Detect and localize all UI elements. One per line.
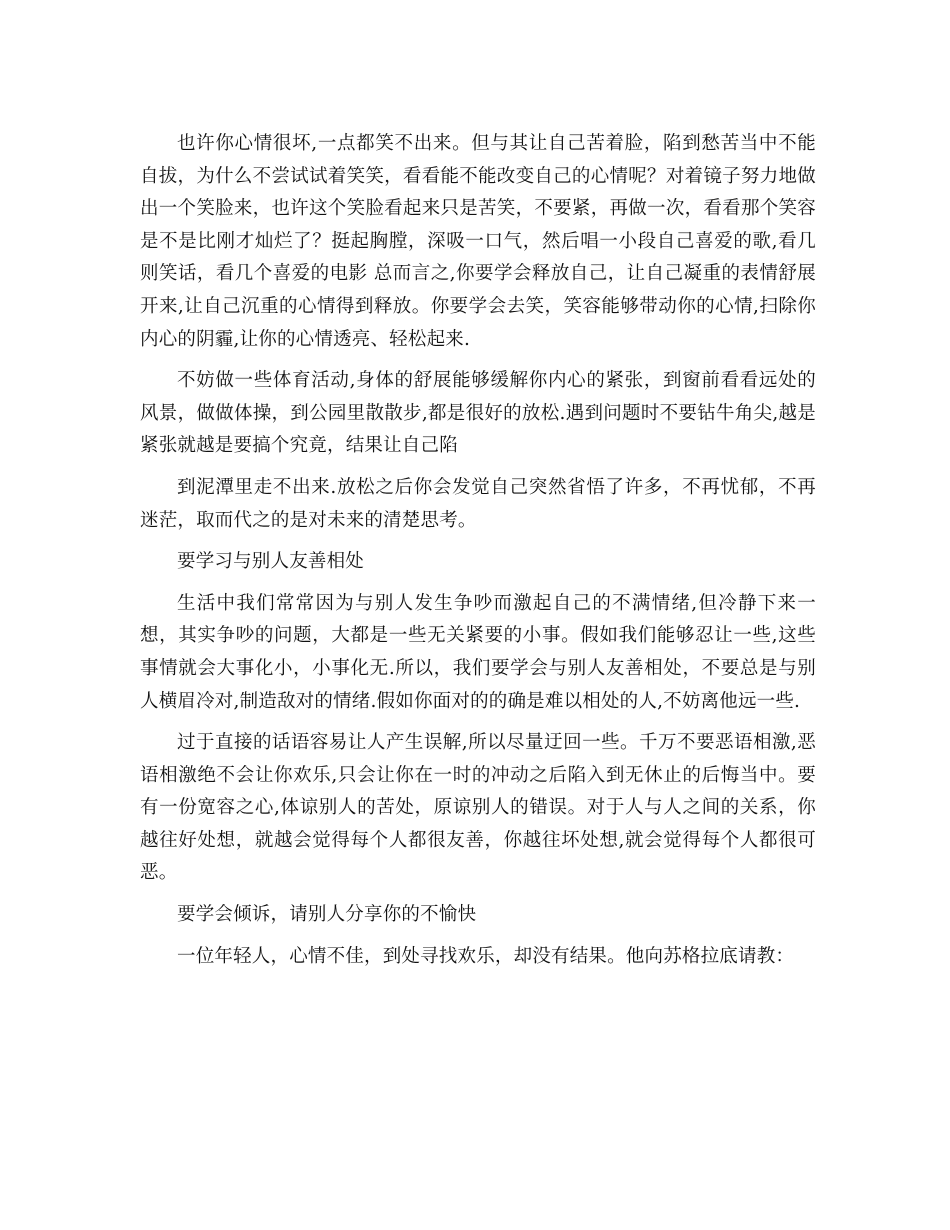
paragraph-quarrel: 生活中我们常常因为与别人发生争吵而激起自己的不满情绪,但冷静下来一想，其实争吵的问题，大都是一些无关紧要的小事。假如我们能够忍让一些,这些事情就会大事化小，小事化无.所以，我们要学会与别人友善相处，不要总是与别人横眉冷对,制造敌对的情绪.假如你面对的的确是难以相处的人,不妨离他远一些.	[140, 592, 816, 712]
paragraph-words: 过于直接的话语容易让人产生误解,所以尽量迂回一些。千万不要恶语相激,恶语相激绝不会让你欢乐,只会让你在一时的冲动之后陷入到无休止的后悔当中。要有一份宽容之心,体谅别人的苦处，原谅别人的错误。对于人与人之间的关系，你越往好处想，就越会觉得每个人都很友善，你越往坏处想,就会觉得每个人都很可恶。	[140, 732, 816, 884]
paragraph-relax: 到泥潭里走不出来.放松之后你会发觉自己突然省悟了许多，不再忧郁，不再迷茫，取而代之的是对未来的清楚思考。	[140, 476, 816, 531]
document-body	[140, 128, 816, 982]
paragraph-socrates: 一位年轻人，心情不佳，到处寻找欢乐，却没有结果。他向苏格拉底请教：	[177, 945, 795, 967]
paragraph-exercise: 不妨做一些体育活动,身体的舒展能够缓解你内心的紧张，到窗前看看远处的风景，做做体操，到公园里散散步,都是很好的放松.遇到问题时不要钻牛角尖,越是紧张就越是要搞个究竟，结果让自己陷	[140, 370, 816, 457]
paragraph-smile: 也许你心情很坏,一点都笑不出来。但与其让自己苦着脸，陷到愁苦当中不能自拔，为什么不尝试试着笑笑，看看能不能改变自己的心情呢？对着镜子努力地做出一个笑脸来，也许这个笑脸看起来只是苦笑，不要紧，再做一次，看看那个笑容是不是比刚才灿烂了？挺起胸膛，深吸一口气，然后唱一小段自己喜爱的歌,看几则笑话，看几个喜爱的电影 总而言之,你要学会释放自己，让自己凝重的表情舒展开来,让自己沉重的心情得到释放。你要学会去笑，笑容能够带动你的心情,扫除你内心的阴霾,让你的心情透亮、轻松起来.	[140, 133, 816, 350]
section-heading-confide: 要学会倾诉，请别人分享你的不愉快	[177, 904, 477, 926]
section-heading-friendly: 要学习与别人友善相处	[177, 551, 365, 573]
